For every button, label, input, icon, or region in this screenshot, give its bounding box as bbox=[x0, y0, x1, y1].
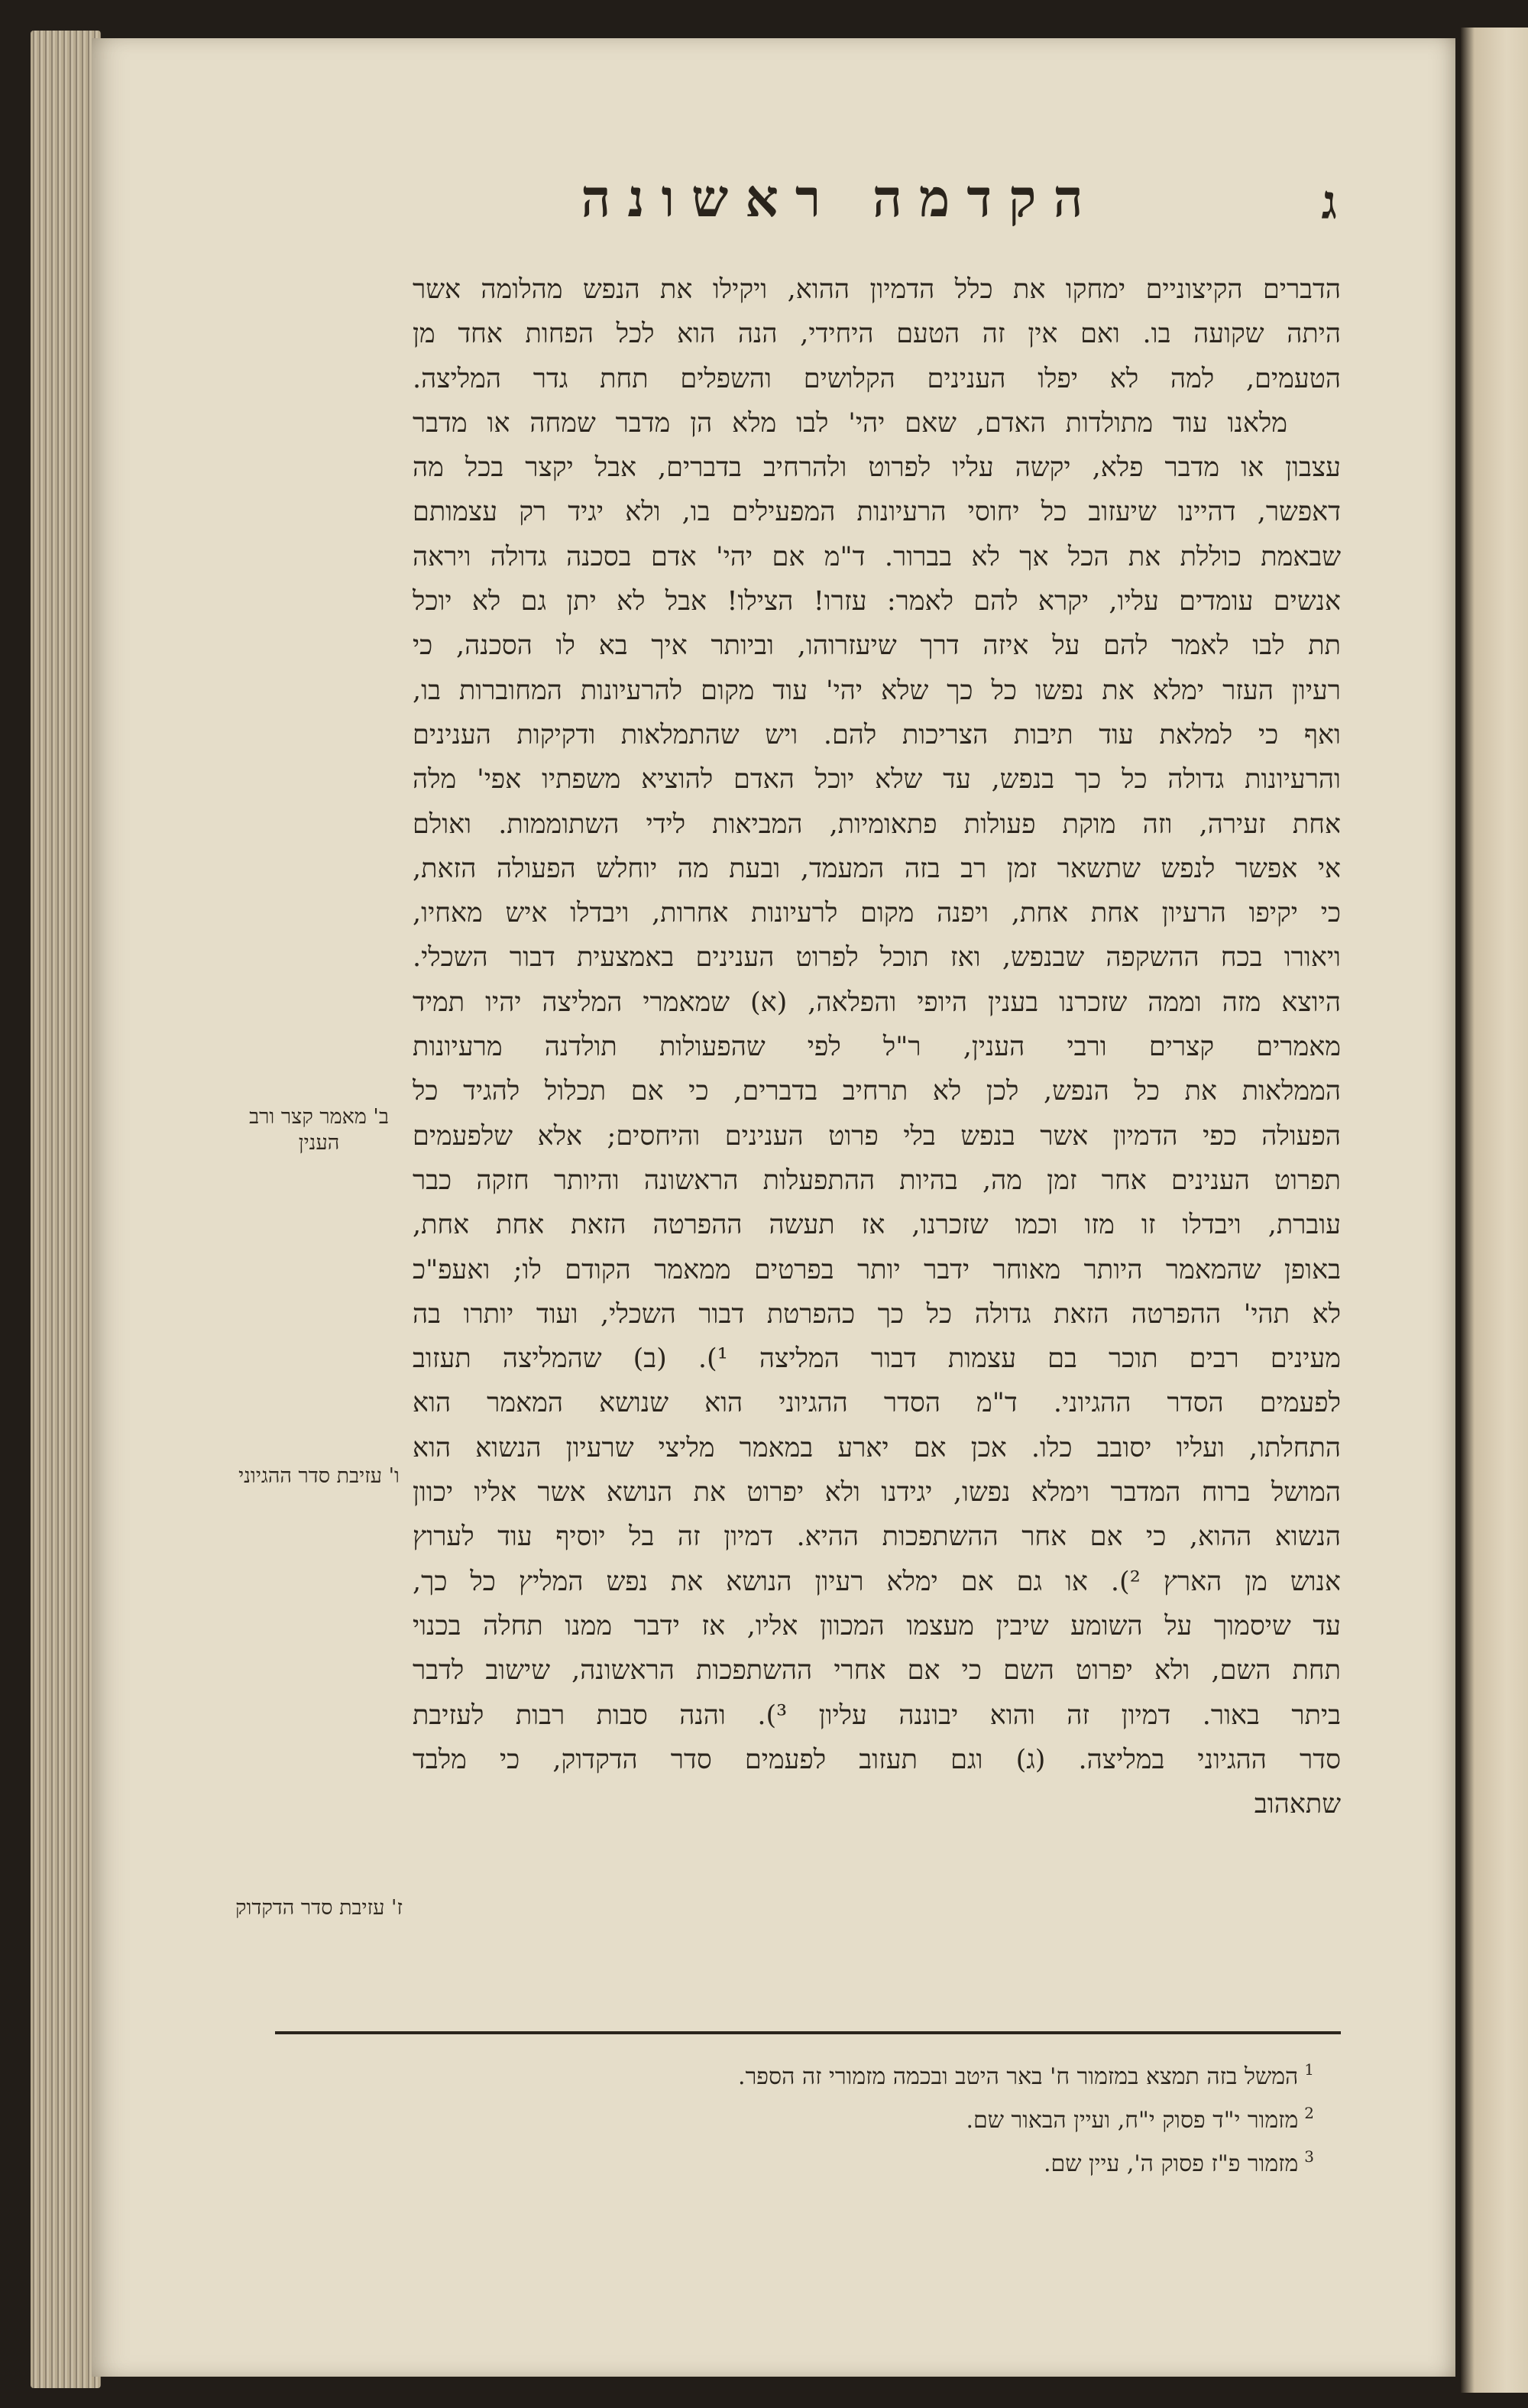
text-line: אנשים עומדים עליו, יקרא להם לאמר: עזרו! הצילו! אבל לא יתן גם לא יוכל bbox=[413, 586, 1341, 617]
text-line: ואף כי למלאת עוד תיבות הצריכות להם. ויש שהתמלאות ודקיקות הענינים bbox=[413, 719, 1341, 750]
text-line: באופן שהמאמר היותר מאוחר ידבר יותר בפרטים ממאמר הקודם לו; ואעפ"כ bbox=[413, 1254, 1341, 1285]
text-line: דאפשר, דהיינו שיעזוב כל יחוסי הרעיונות המפעילים בו, ולא יגיד רק עצמותם bbox=[413, 497, 1341, 528]
text-line: מאמרים קצרים ורבי הענין, ר"ל לפי שהפעולות תולדנה מרעיונות bbox=[413, 1032, 1341, 1063]
text-line: הפעולה כפי הדמיון אשר בנפש בלי פרוט הענינים והיחסים; אלא שלפעמים bbox=[413, 1120, 1341, 1152]
text-line: אנוש מן הארץ ²). או גם אם ימלא רעיון הנושא את נפש המליץ כל כך, bbox=[413, 1566, 1341, 1597]
text-line: הנשוא ההוא, כי אם אחר ההשתפכות ההיא. דמיון זה בל יוסיף עוד לערוץ bbox=[413, 1522, 1341, 1553]
text-line: התחלתו, ועליו יסובב כלו. אכן אם יארע במאמר מליצי שרעיון הנשוא הוא bbox=[413, 1432, 1341, 1463]
page-number: ג bbox=[1321, 174, 1337, 230]
text-line: ביתר באור. דמיון זה והוא יבוננה עליון ³). והנה סבות רבות לעזיבת bbox=[413, 1700, 1341, 1731]
text-line: אחת זעירה, וזה מוקת פעולות פתאומיות, המביאות לידי השתוממות. ואולם bbox=[413, 809, 1341, 840]
body-text bbox=[413, 267, 1341, 1826]
text-line: עצבון או מדבר פלא, יקשה עליו לפרוט ולהרחיב בדברים, אבל יקצר בכל מה bbox=[413, 452, 1341, 484]
text-line: מעינים רבים תוכר בם עצמות דבור המליצה ¹). (ב) שהמליצה תעזוב bbox=[413, 1343, 1341, 1375]
text-line: מלאנו עוד מתולדות האדם, שאם יהי' לבו מלא הן מדבר שמחה או מדבר bbox=[413, 407, 1287, 439]
text-line: תפרוט הענינים אחר זמן מה, בהיות ההתפעלות הראשונה והיותר חזקה כבר bbox=[413, 1165, 1341, 1196]
text-line: תחת השם, ולא יפרוט השם כי אם אחרי ההשתפכות הראשונה, שישוב לדבר bbox=[413, 1655, 1341, 1687]
text-line-catchword: שתאהוב bbox=[1254, 1789, 1341, 1820]
footnote bbox=[550, 2092, 1314, 2135]
text-line: הדברים הקיצוניים ימחקו את כלל הדמיון ההוא, ויקילו את הנפש מהלומה אשר bbox=[413, 274, 1341, 305]
footnote-number: 2 bbox=[1304, 2104, 1314, 2122]
book-page bbox=[92, 38, 1455, 2377]
footnote bbox=[550, 2048, 1314, 2092]
left-page-edges bbox=[31, 31, 101, 2388]
text-line: ויאורו בכח ההשקפה שבנפש, ואז תוכל לפרוט הענינים באמצעית דבור השכלי. bbox=[413, 942, 1341, 974]
footnote bbox=[550, 2135, 1314, 2179]
text-line: עד שיסמוך על השומע שיבין מעצמו המכוון אליו, אז ידבר ממנו תחלה בכנוי bbox=[413, 1610, 1341, 1642]
page-header bbox=[428, 168, 1337, 252]
text-line: תת לבו לאמר להם על איזה דרך שיעזרוהו, וביותר איך בא לו הסכנה, כי bbox=[413, 630, 1341, 662]
text-line: סדר ההגיוני במליצה. (ג) וגם תעזוב לפעמים סדר הדקדוק, כי מלבד bbox=[413, 1744, 1341, 1775]
footnote-text: המשל בזה תמצא במזמור ח' באר היטב ובכמה מזמורי זה הספר. bbox=[738, 2063, 1299, 2090]
margin-note-grammar-order: ז' עזיבת סדר הדקדוק bbox=[235, 1896, 403, 1920]
text-line: לא תהי' ההפרטה הזאת גדולה כל כך כהפרטת דבור השכלי, ועוד יותרו בה bbox=[413, 1298, 1341, 1330]
text-line: עוברת, ויבדלו זו מזו וכמו שזכרנו, אז תעשה ההפרטה הזאת אחת אחת, bbox=[413, 1210, 1341, 1241]
margin-note-short-saying: ב' מאמר קצר ורב הענין bbox=[249, 1105, 389, 1155]
text-line: היתה שקועה בו. ואם אין זה הטעם היחידי, הנה הוא לכל הפחות אחד מן bbox=[413, 319, 1341, 350]
text-line: הטעמים, למה לא יפלו הענינים הקלושים והשפלים תחת גדר המליצה. bbox=[413, 363, 1341, 394]
footnote-text: מזמור י"ד פסוק י"ח, ועיין הבאור שם. bbox=[966, 2107, 1299, 2134]
text-line: כי יקיפו הרעיון אחת אחת, ויפנה מקום לרעיונות אחרות, ויבדלו איש מאחיו, bbox=[413, 898, 1341, 929]
text-line: המושל ברוח המדבר וימלא נפשו, יגידנו ולא יפרוט את הנושא אשר אליו יכוון bbox=[413, 1477, 1341, 1509]
footnote-number: 3 bbox=[1304, 2147, 1314, 2166]
footnote-number: 1 bbox=[1304, 2060, 1314, 2079]
margin-note-logical-order: ו' עזיבת סדר ההגיוני bbox=[238, 1464, 400, 1488]
text-line: היוצא מזה וממה שזכרנו בענין היופי והפלאה, (א) שמאמרי המליצה יהיו תמיד bbox=[413, 987, 1341, 1018]
text-line: לפעמים הסדר ההגיוני. ד"מ הסדר ההגיוני הוא שנושא המאמר הוא bbox=[413, 1388, 1341, 1419]
footnotes bbox=[550, 2048, 1314, 2179]
text-line: שבאמת כוללת את הכל אך לא בברור. ד"מ אם יהי' אדם בסכנה גדולה ויראה bbox=[413, 541, 1341, 572]
footnote-divider bbox=[275, 2031, 1341, 2034]
footnote-text: מזמור פ"ז פסוק ה', עיין שם. bbox=[1043, 2150, 1299, 2177]
text-line: והרעיונות גדולה כל כך בנפש, עד שלא יוכל האדם להוציא משפתיו אפי' מלה bbox=[413, 764, 1341, 796]
right-page-edge bbox=[1461, 28, 1528, 2393]
running-head-title: הקדמה ראשונה bbox=[581, 168, 1100, 229]
text-line: רעיון העזר ימלא את נפשו כל כך שלא יהי' עוד מקום להרעיונות המחוברות בו, bbox=[413, 675, 1341, 706]
text-line: הממלאות את כל הנפש, לכן לא תרחיב בדברים, כי אם תכלול להגיד כל bbox=[413, 1076, 1341, 1107]
text-line: אי אפשר לנפש שתשאר זמן רב בזה המעמד, ובעת מה יוחלש הפעולה הזאת, bbox=[413, 853, 1341, 884]
